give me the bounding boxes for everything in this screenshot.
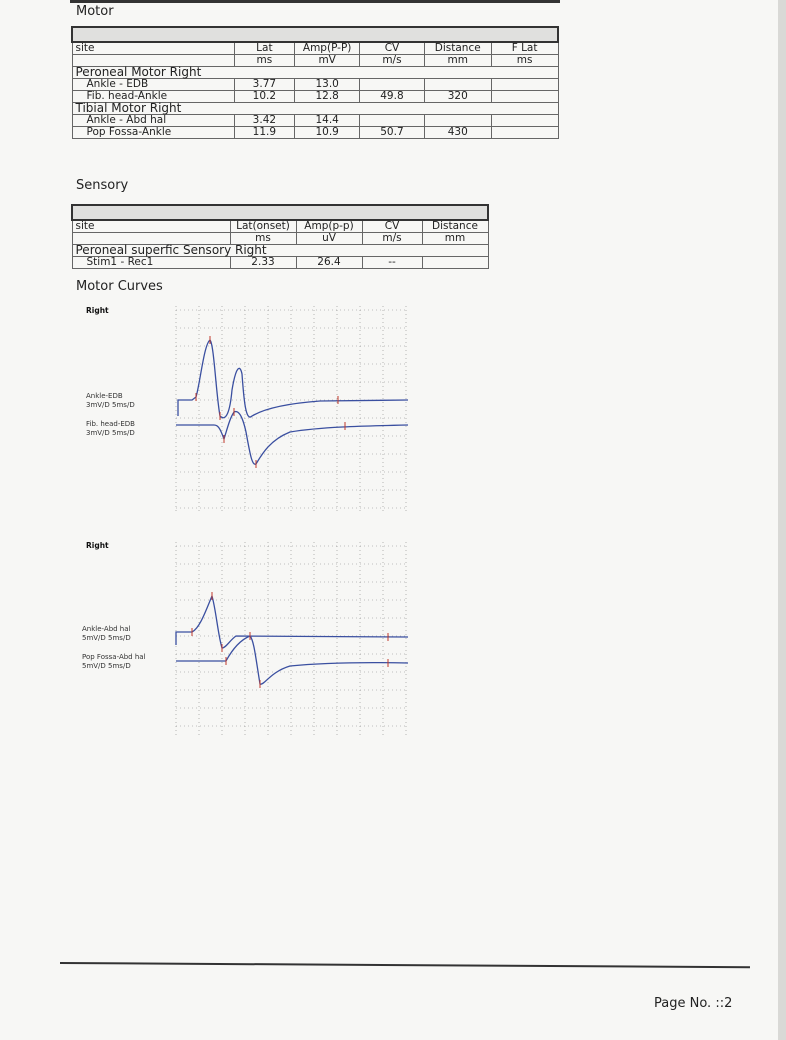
motor-section-title: Motor bbox=[76, 4, 114, 19]
header-flat: F Lat bbox=[491, 42, 558, 55]
group-peroneal-motor: Peroneal Motor Right bbox=[72, 67, 558, 79]
trace-label bbox=[86, 392, 135, 410]
header-amp: Amp(P-P) bbox=[295, 42, 360, 55]
cell-cv: -- bbox=[362, 257, 422, 269]
cell-flat bbox=[491, 91, 558, 103]
trace-pop-fossa-abd-hal bbox=[176, 636, 408, 684]
footer-rule bbox=[60, 962, 750, 968]
unit-cv: m/s bbox=[362, 233, 422, 245]
cell-distance bbox=[424, 79, 491, 91]
cell-amp: 26.4 bbox=[296, 257, 362, 269]
unit-amp: mV bbox=[295, 55, 360, 67]
cell-amp: 13.0 bbox=[295, 79, 360, 91]
trace-label bbox=[82, 625, 131, 643]
cell-amp: 14.4 bbox=[295, 115, 360, 127]
motor-curves-title: Motor Curves bbox=[76, 279, 163, 294]
cell-amp: 10.9 bbox=[295, 127, 360, 139]
cell-site: Ankle - EDB bbox=[72, 79, 234, 91]
header-amp: Amp(p-p) bbox=[296, 220, 362, 233]
sensory-table bbox=[71, 204, 489, 269]
cell-lat: 11.9 bbox=[234, 127, 295, 139]
cell-flat bbox=[491, 115, 558, 127]
cell-site: Fib. head-Ankle bbox=[72, 91, 234, 103]
cell-lat: 10.2 bbox=[234, 91, 295, 103]
trace-label bbox=[86, 420, 135, 438]
trace-scale: 3mV/D 5ms/D bbox=[86, 401, 135, 409]
table-header-band bbox=[72, 27, 558, 42]
cell-cv: 50.7 bbox=[360, 127, 425, 139]
top-rule bbox=[70, 0, 560, 3]
sensory-section-title: Sensory bbox=[76, 178, 129, 193]
motor-table bbox=[71, 26, 559, 139]
group-tibial-motor: Tibial Motor Right bbox=[72, 103, 558, 115]
cell-site: Pop Fossa-Ankle bbox=[72, 127, 234, 139]
table-row bbox=[72, 257, 488, 269]
page-edge-shadow bbox=[778, 0, 786, 1040]
header-lat: Lat bbox=[234, 42, 295, 55]
unit-cv: m/s bbox=[360, 55, 425, 67]
trace-ankle-edb bbox=[178, 340, 408, 418]
unit-flat: ms bbox=[491, 55, 558, 67]
unit-lat: ms bbox=[234, 55, 295, 67]
cell-lat: 3.77 bbox=[234, 79, 295, 91]
cell-cv: 49.8 bbox=[360, 91, 425, 103]
trace-name: Ankle-Abd hal bbox=[82, 625, 131, 633]
panel-heading: Right bbox=[86, 306, 109, 315]
cell-site: Stim1 - Rec1 bbox=[72, 257, 230, 269]
header-distance: Distance bbox=[424, 42, 491, 55]
trace-name: Ankle-EDB bbox=[86, 392, 123, 400]
cell-lat: 2.33 bbox=[230, 257, 296, 269]
table-header-band bbox=[72, 205, 488, 220]
header-cv: CV bbox=[362, 220, 422, 233]
trace-fib-head-edb bbox=[176, 412, 408, 465]
unit-lat: ms bbox=[230, 233, 296, 245]
trace-scale: 5mV/D 5ms/D bbox=[82, 634, 131, 642]
table-row bbox=[72, 127, 558, 139]
header-lat-onset: Lat(onset) bbox=[230, 220, 296, 233]
cell-distance bbox=[422, 257, 488, 269]
cell-amp: 12.8 bbox=[295, 91, 360, 103]
cell-lat: 3.42 bbox=[234, 115, 295, 127]
cell-flat bbox=[491, 127, 558, 139]
cell-cv bbox=[360, 79, 425, 91]
header-site: site bbox=[72, 42, 234, 55]
trace-scale: 3mV/D 5ms/D bbox=[86, 429, 135, 437]
motor-curve-chart-tibial bbox=[170, 540, 410, 740]
header-distance: Distance bbox=[422, 220, 488, 233]
table-row bbox=[72, 79, 558, 91]
header-cv: CV bbox=[360, 42, 425, 55]
cell-flat bbox=[491, 79, 558, 91]
table-row bbox=[72, 115, 558, 127]
unit-amp: uV bbox=[296, 233, 362, 245]
cell-distance bbox=[424, 115, 491, 127]
cell-distance: 430 bbox=[424, 127, 491, 139]
motor-curve-chart-peroneal bbox=[170, 304, 410, 514]
header-site: site bbox=[72, 220, 230, 233]
trace-ankle-abd-hal bbox=[176, 596, 408, 648]
unit-distance: mm bbox=[422, 233, 488, 245]
group-peroneal-sensory: Peroneal superfic Sensory Right bbox=[72, 245, 488, 257]
trace-label bbox=[82, 653, 146, 671]
page-number: Page No. ::2 bbox=[654, 996, 733, 1011]
cell-distance: 320 bbox=[424, 91, 491, 103]
trace-scale: 5mV/D 5ms/D bbox=[82, 662, 131, 670]
trace-name: Fib. head-EDB bbox=[86, 420, 135, 428]
trace-name: Pop Fossa-Abd hal bbox=[82, 653, 146, 661]
cell-cv bbox=[360, 115, 425, 127]
unit-distance: mm bbox=[424, 55, 491, 67]
panel-heading: Right bbox=[86, 541, 109, 550]
cell-site: Ankle - Abd hal bbox=[72, 115, 234, 127]
